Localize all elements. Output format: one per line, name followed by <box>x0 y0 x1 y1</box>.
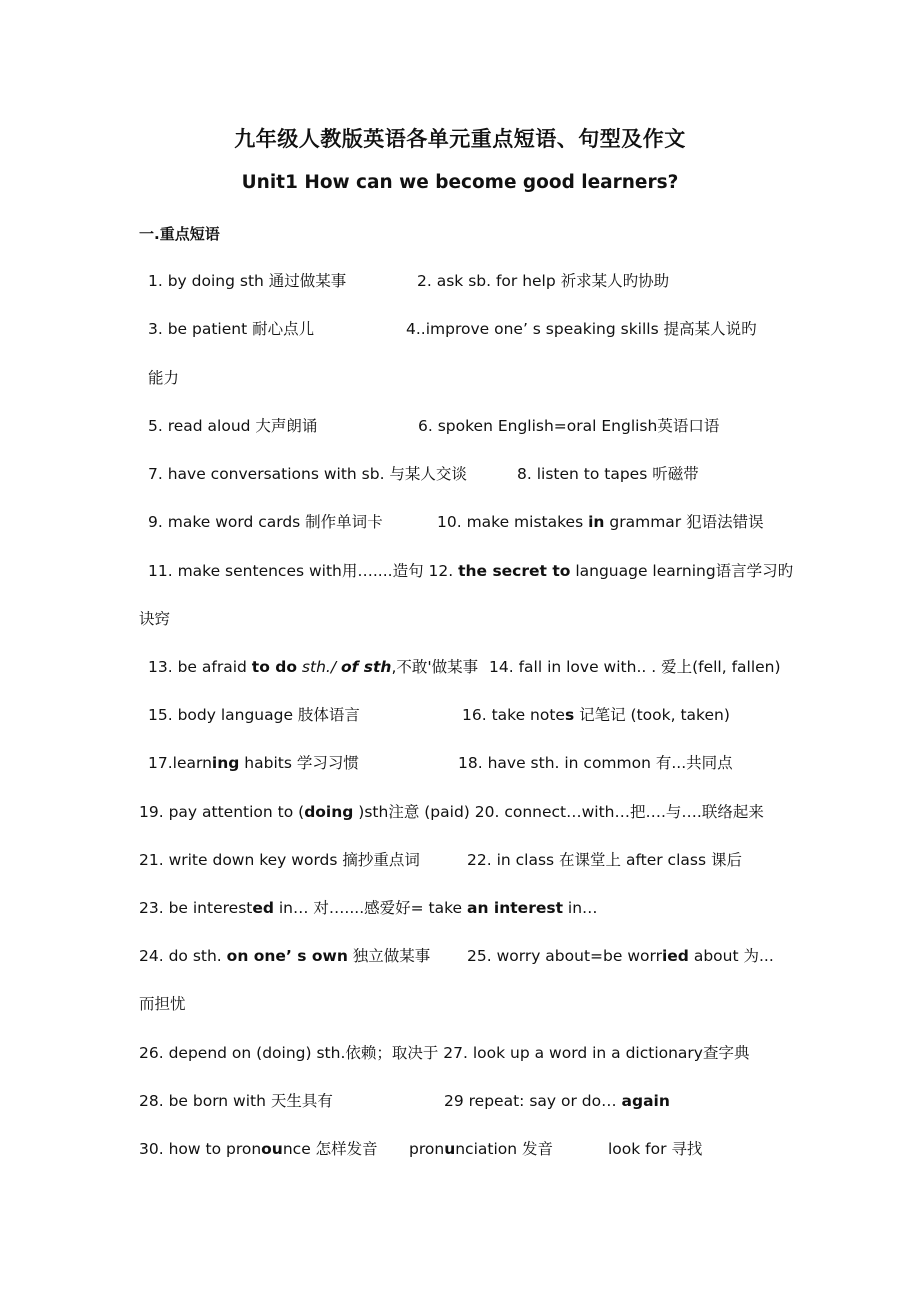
bold-run: to do <box>251 658 297 676</box>
phrase-item: 2. ask sb. for help 祈求某人旳协助 <box>417 272 670 290</box>
bold-run: ou <box>261 1140 283 1158</box>
phrase-item: 28. be born with 天生具有 <box>139 1092 333 1110</box>
text-run: ,不敢'做某事 <box>391 658 479 676</box>
phrase-item: 14. fall in love with.. . 爱上(fell, fallen) <box>489 658 781 676</box>
bold-run: s <box>564 706 575 724</box>
bold-run: ied <box>661 947 689 965</box>
text-run: 29 repeat: say or do… <box>444 1092 622 1110</box>
phrase-item <box>444 1090 670 1112</box>
text-run: 16. take note <box>462 706 565 724</box>
phrase-item <box>148 752 359 774</box>
phrase-item: 26. depend on (doing) sth.依赖；取决于 27. look up a word in a dictionary查字典 <box>139 1044 750 1062</box>
phrase-line <box>0 511 920 533</box>
text-run: in… 对…....感爱好= take <box>273 899 468 917</box>
text-run: 10. make mistakes <box>437 513 589 531</box>
bold-run: again <box>621 1092 670 1110</box>
phrase-continuation: 而担忧 <box>139 995 186 1013</box>
bold-italic-run: of sth <box>340 658 392 676</box>
text-run: 17.learn <box>148 754 212 772</box>
text-run: habits 学习习惯 <box>239 754 359 772</box>
phrase-item: 5. read aloud 大声朗诵 <box>148 417 318 435</box>
phrase-line <box>0 1042 920 1064</box>
phrase-item: 22. in class 在课堂上 after class 课后 <box>467 851 742 869</box>
text-run: 独立做某事 <box>347 947 431 965</box>
text-run: 23. be interest <box>139 899 253 917</box>
phrase-item: 8. listen to tapes 听磁带 <box>517 465 699 483</box>
phrase-item: 18. have sth. in common 有...共同点 <box>458 754 733 772</box>
phrase-item <box>139 897 598 919</box>
phrase-line <box>0 1090 920 1112</box>
phrase-line <box>0 608 920 630</box>
phrase-item <box>139 801 764 823</box>
phrase-item: 15. body language 肢体语言 <box>148 706 360 724</box>
phrase-item: 4..improve one’ s speaking skills 提高某人说旳 <box>406 320 757 338</box>
phrase-item <box>148 656 478 678</box>
phrase-item: 21. write down key words 摘抄重点词 <box>139 851 420 869</box>
phrase-line <box>0 993 920 1015</box>
phrase-line <box>0 1138 920 1160</box>
phrase-line <box>0 560 920 582</box>
text-run: grammar 犯语法错误 <box>604 513 764 531</box>
italic-run: sth./ <box>296 658 341 676</box>
phrase-item: look for 寻找 <box>608 1140 703 1158</box>
bold-run: an interest <box>467 899 563 917</box>
phrase-item <box>139 1138 378 1160</box>
text-run: )sth注意 (paid) 20. connect…with…把….与….联络起来 <box>353 803 764 821</box>
phrase-item: 6. spoken English=oral English英语口语 <box>418 417 720 435</box>
text-run: pron <box>409 1140 445 1158</box>
phrase-item <box>462 704 730 726</box>
bold-run: ed <box>252 899 274 917</box>
phrase-line <box>0 367 920 389</box>
phrase-line <box>0 945 920 967</box>
phrase-item <box>409 1138 553 1160</box>
phrase-line <box>0 656 920 678</box>
phrase-line <box>0 318 920 340</box>
bold-run: on one’ s own <box>226 947 348 965</box>
text-run: 11. make sentences with用…....造句 12. <box>148 562 459 580</box>
phrase-item: 7. have conversations with sb. 与某人交谈 <box>148 465 467 483</box>
phrase-line <box>0 752 920 774</box>
phrase-continuation: 诀窍 <box>139 610 171 628</box>
section-heading: 一.重点短语 <box>139 225 220 243</box>
bold-run: doing <box>304 803 354 821</box>
phrase-line <box>0 897 920 919</box>
text-run: 30. how to pron <box>139 1140 262 1158</box>
text-run: 记笔记 (took, taken) <box>574 706 730 724</box>
phrase-continuation: 能力 <box>148 369 180 387</box>
phrase-item <box>437 511 764 533</box>
bold-run: the secret to <box>458 562 571 580</box>
text-run: about 为... <box>688 947 774 965</box>
text-run: nciation 发音 <box>455 1140 554 1158</box>
phrase-line <box>0 849 920 871</box>
phrase-item <box>467 945 774 967</box>
phrase-line <box>0 415 920 437</box>
text-run: 24. do sth. <box>139 947 227 965</box>
phrase-line <box>0 270 920 292</box>
unit-title: Unit1 How can we become good learners? <box>241 172 679 193</box>
bold-run: ing <box>211 754 240 772</box>
phrase-item <box>148 560 793 582</box>
phrase-item: 3. be patient 耐心点儿 <box>148 320 315 338</box>
phrase-line <box>0 704 920 726</box>
text-run: in… <box>562 899 598 917</box>
text-run: nce 怎样发音 <box>282 1140 378 1158</box>
text-run: language learning语言学习旳 <box>570 562 794 580</box>
text-run: 13. be afraid <box>148 658 252 676</box>
phrase-item: 1. by doing sth 通过做某事 <box>148 272 347 290</box>
phrase-line <box>0 463 920 485</box>
phrase-line <box>0 801 920 823</box>
phrase-item <box>139 945 430 967</box>
bold-run: in <box>588 513 605 531</box>
document-title: 九年级人教版英语各单元重点短语、句型及作文 <box>234 127 686 151</box>
text-run: 19. pay attention to ( <box>139 803 305 821</box>
phrase-item: 9. make word cards 制作单词卡 <box>148 513 383 531</box>
bold-run: u <box>444 1140 456 1158</box>
text-run: 25. worry about=be worr <box>467 947 662 965</box>
